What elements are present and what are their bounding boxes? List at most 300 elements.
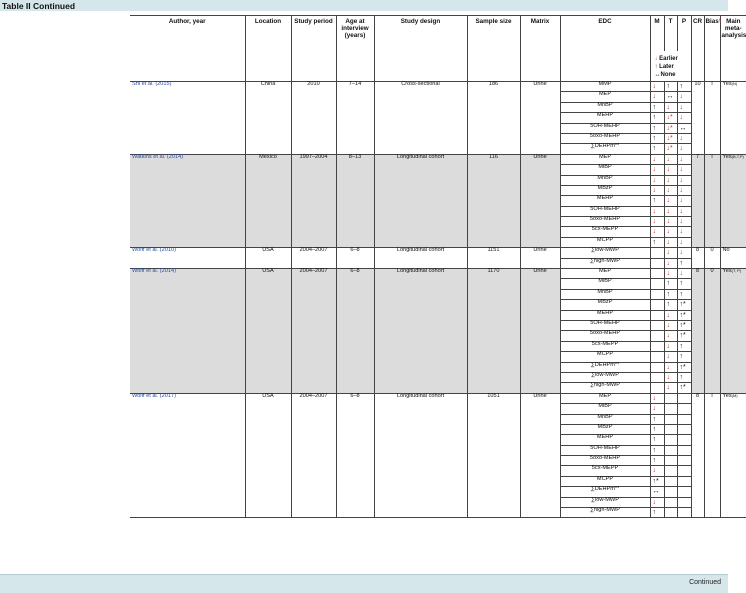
- cell-sample: [467, 310, 520, 320]
- cell-sample: [467, 175, 520, 185]
- cell-sample: [467, 331, 520, 341]
- cell-cr: 10: [691, 82, 704, 92]
- cell-sample: [467, 466, 520, 476]
- cell-cr: [691, 456, 704, 466]
- cell-design: [374, 113, 467, 123]
- cell-t: ↓*: [664, 123, 677, 133]
- cell-age: [336, 341, 374, 351]
- cell-p: ↑*: [677, 362, 691, 372]
- cell-location: China: [245, 82, 291, 92]
- cell-edc: MCPP: [560, 237, 650, 247]
- cell-cr: [691, 123, 704, 133]
- cell-design: [374, 352, 467, 362]
- cell-design: [374, 175, 467, 185]
- cell-author: [130, 372, 245, 382]
- cell-age: [336, 414, 374, 424]
- table-row: [130, 476, 746, 486]
- cell-period: [291, 123, 336, 133]
- cell-edc: MBzP: [560, 185, 650, 195]
- cell-design: [374, 123, 467, 133]
- cell-main: [720, 165, 746, 175]
- cell-m: ↓: [650, 404, 664, 414]
- cell-bias: [704, 237, 720, 247]
- cell-t: ↑: [664, 289, 677, 299]
- cell-m: ↑: [650, 445, 664, 455]
- cell-t: ↑: [664, 300, 677, 310]
- cell-p: [677, 476, 691, 486]
- cell-age: [336, 456, 374, 466]
- cell-m: [650, 310, 664, 320]
- cell-age: [336, 487, 374, 497]
- cell-matrix: [520, 185, 560, 195]
- main-sup: (B,T,P): [731, 153, 744, 159]
- cell-location: [245, 279, 291, 289]
- cell-location: [245, 487, 291, 497]
- cell-p: ↓: [677, 196, 691, 206]
- cell-edc: MBzP: [560, 300, 650, 310]
- cell-bias: [704, 508, 720, 518]
- cell-author: [130, 487, 245, 497]
- cell-bias: [704, 144, 720, 154]
- cell-bias: [704, 310, 720, 320]
- header-p: P: [677, 16, 691, 52]
- cell-m: ↑: [650, 196, 664, 206]
- cell-t: ↓: [664, 165, 677, 175]
- cell-m: [650, 383, 664, 393]
- cell-cr: [691, 279, 704, 289]
- cell-m: ↓: [650, 165, 664, 175]
- cell-matrix: Urine: [520, 154, 560, 164]
- cell-m: [650, 258, 664, 268]
- table-row: [130, 82, 746, 92]
- cell-bias: [704, 352, 720, 362]
- cell-main: [720, 175, 746, 185]
- cell-bias: I: [704, 82, 720, 92]
- cell-design: [374, 383, 467, 393]
- cell-edc: MiBP: [560, 404, 650, 414]
- cell-edc: MnBP: [560, 102, 650, 112]
- cell-matrix: [520, 289, 560, 299]
- cell-t: ↓: [664, 237, 677, 247]
- cell-matrix: [520, 414, 560, 424]
- cell-matrix: [520, 123, 560, 133]
- cell-sample: [467, 476, 520, 486]
- continued-label: Continued: [689, 579, 721, 586]
- main-value: Yes: [722, 392, 732, 399]
- cell-t: ↓: [664, 248, 677, 258]
- table-row: [130, 466, 746, 476]
- cell-age: [336, 310, 374, 320]
- cell-main: [720, 206, 746, 216]
- cell-matrix: [520, 217, 560, 227]
- cell-p: ↑: [677, 289, 691, 299]
- cell-main: [720, 435, 746, 445]
- cell-sample: [467, 320, 520, 330]
- cell-main: [720, 248, 746, 258]
- cell-age: [336, 185, 374, 195]
- cell-edc: MnBP: [560, 175, 650, 185]
- cell-period: 2004–2007: [291, 248, 336, 258]
- cell-p: [677, 414, 691, 424]
- cell-author: [130, 435, 245, 445]
- cell-m: ↓: [650, 217, 664, 227]
- cell-sample: 1170: [467, 269, 520, 279]
- cell-period: 1997–2004: [291, 154, 336, 164]
- cell-design: [374, 102, 467, 112]
- cell-p: [677, 487, 691, 497]
- cell-cr: [691, 258, 704, 268]
- cell-bias: [704, 175, 720, 185]
- legend-earlier-icon: ↓: [654, 56, 658, 62]
- cell-bias: 0: [704, 269, 720, 279]
- cell-design: [374, 165, 467, 175]
- cell-author: [130, 165, 245, 175]
- cell-author: [130, 456, 245, 466]
- cell-author: [130, 144, 245, 154]
- table-row: [130, 310, 746, 320]
- cell-design: [374, 341, 467, 351]
- cell-period: [291, 508, 336, 518]
- cell-cr: [691, 331, 704, 341]
- cell-bias: [704, 206, 720, 216]
- main-value: No: [722, 247, 730, 254]
- cell-t: [664, 414, 677, 424]
- cell-author: [130, 133, 245, 143]
- cell-p: ↓: [677, 206, 691, 216]
- cell-cr: [691, 341, 704, 351]
- cell-edc: ∑DEHPm**: [560, 487, 650, 497]
- cell-sample: [467, 414, 520, 424]
- cell-edc: 5oxo-MEHP: [560, 133, 650, 143]
- cell-sample: [467, 165, 520, 175]
- table-row: [130, 92, 746, 102]
- cell-cr: [691, 508, 704, 518]
- cell-sample: [467, 227, 520, 237]
- cell-t: [664, 497, 677, 507]
- cell-m: ↑: [650, 456, 664, 466]
- cell-sample: [467, 435, 520, 445]
- cell-p: ↑: [677, 372, 691, 382]
- cell-age: [336, 123, 374, 133]
- main-sup: (N): [731, 81, 738, 86]
- cell-t: [664, 435, 677, 445]
- cell-author: [130, 424, 245, 434]
- cell-author: [130, 404, 245, 414]
- main-value: Yes: [722, 153, 732, 160]
- legend-later: ↑ Later: [654, 64, 674, 70]
- cell-age: [336, 144, 374, 154]
- cell-t: ↓: [664, 352, 677, 362]
- cell-matrix: [520, 445, 560, 455]
- cell-matrix: [520, 331, 560, 341]
- cell-matrix: [520, 497, 560, 507]
- cell-main: [720, 372, 746, 382]
- cell-sample: 1151: [467, 248, 520, 258]
- table-row: [130, 248, 746, 258]
- cell-m: ↑*: [650, 476, 664, 486]
- cell-sample: [467, 445, 520, 455]
- cell-bias: [704, 435, 720, 445]
- cell-matrix: [520, 456, 560, 466]
- cell-location: [245, 508, 291, 518]
- cell-location: [245, 372, 291, 382]
- cell-edc: 5OH-MEHP: [560, 320, 650, 330]
- cell-bias: [704, 372, 720, 382]
- cell-design: [374, 424, 467, 434]
- cell-period: [291, 456, 336, 466]
- cell-author: [130, 320, 245, 330]
- cell-location: [245, 435, 291, 445]
- cell-edc: ∑high-MWP: [560, 508, 650, 518]
- cell-location: [245, 206, 291, 216]
- cell-period: 2004–2007: [291, 269, 336, 279]
- cell-p: [677, 393, 691, 403]
- cell-m: ↑: [650, 133, 664, 143]
- cell-design: [374, 414, 467, 424]
- cell-location: [245, 331, 291, 341]
- cell-matrix: [520, 508, 560, 518]
- cell-main: [720, 383, 746, 393]
- cell-location: [245, 497, 291, 507]
- cell-bias: [704, 320, 720, 330]
- cell-design: [374, 445, 467, 455]
- cell-author: Watkins et al. (2014): [130, 154, 245, 164]
- cell-matrix: [520, 227, 560, 237]
- cell-t: ↓*: [664, 133, 677, 143]
- cell-main: [720, 92, 746, 102]
- table-row: [130, 404, 746, 414]
- cell-p: ↑*: [677, 310, 691, 320]
- cell-p: [677, 497, 691, 507]
- cell-period: [291, 300, 336, 310]
- cell-p: ↑: [677, 352, 691, 362]
- cell-period: [291, 289, 336, 299]
- cell-cr: [691, 113, 704, 123]
- cell-t: ↓*: [664, 113, 677, 123]
- cell-m: ↓: [650, 466, 664, 476]
- table-row: [130, 424, 746, 434]
- cell-sample: [467, 133, 520, 143]
- cell-sample: [467, 424, 520, 434]
- cell-t: ↓: [664, 310, 677, 320]
- cell-main: [720, 393, 746, 403]
- cell-sample: [467, 383, 520, 393]
- cell-cr: [691, 175, 704, 185]
- table-row: [130, 497, 746, 507]
- cell-m: [650, 362, 664, 372]
- cell-location: [245, 217, 291, 227]
- cell-t: ↓: [664, 341, 677, 351]
- table-row: [130, 206, 746, 216]
- cell-location: [245, 466, 291, 476]
- cell-sample: [467, 113, 520, 123]
- data-table: [130, 15, 746, 518]
- cell-p: ↓: [677, 237, 691, 247]
- cell-location: [245, 300, 291, 310]
- header-bias-label: Bias: [705, 18, 719, 25]
- cell-matrix: [520, 320, 560, 330]
- cell-t: ↓: [664, 154, 677, 164]
- cell-age: [336, 435, 374, 445]
- cell-author: Wolff et al. (2014): [130, 269, 245, 279]
- legend-cell: [650, 51, 691, 82]
- cell-edc: 5OH-MEHP: [560, 445, 650, 455]
- cell-design: [374, 497, 467, 507]
- cell-matrix: [520, 206, 560, 216]
- cell-cr: [691, 476, 704, 486]
- cell-period: [291, 144, 336, 154]
- table-row: [130, 279, 746, 289]
- cell-author: Shi et al. (2015): [130, 82, 245, 92]
- cell-design: [374, 508, 467, 518]
- cell-cr: [691, 165, 704, 175]
- table-row: [130, 487, 746, 497]
- table-footer-bar: [0, 574, 728, 593]
- cell-design: [374, 372, 467, 382]
- cell-cr: [691, 102, 704, 112]
- cell-edc: ∑low-MWP: [560, 497, 650, 507]
- cell-m: ↑: [650, 508, 664, 518]
- cell-t: ↓: [664, 258, 677, 268]
- cell-location: [245, 258, 291, 268]
- cell-bias: [704, 487, 720, 497]
- cell-period: [291, 227, 336, 237]
- cell-edc: MEP: [560, 393, 650, 403]
- cell-period: [291, 487, 336, 497]
- cell-edc: 5oxo-MEHP: [560, 331, 650, 341]
- table-row: [130, 331, 746, 341]
- cell-main: [720, 237, 746, 247]
- cell-location: Mexico: [245, 154, 291, 164]
- cell-main: [720, 341, 746, 351]
- cell-cr: [691, 383, 704, 393]
- cell-p: ↓: [677, 269, 691, 279]
- table-row: [130, 217, 746, 227]
- cell-location: [245, 341, 291, 351]
- cell-matrix: [520, 383, 560, 393]
- table-body: [130, 82, 746, 518]
- cell-location: [245, 404, 291, 414]
- cell-period: [291, 92, 336, 102]
- cell-m: [650, 248, 664, 258]
- header-cr: CR: [691, 16, 704, 52]
- cell-matrix: [520, 476, 560, 486]
- cell-sample: 186: [467, 82, 520, 92]
- table-row: [130, 196, 746, 206]
- cell-design: [374, 404, 467, 414]
- cell-sample: [467, 404, 520, 414]
- cell-edc: ∑low-MWP: [560, 248, 650, 258]
- legend: [651, 51, 691, 79]
- cell-matrix: Urine: [520, 82, 560, 92]
- cell-period: [291, 466, 336, 476]
- cell-p: ↑: [677, 341, 691, 351]
- cell-age: [336, 476, 374, 486]
- cell-m: [650, 372, 664, 382]
- cell-m: ↑: [650, 113, 664, 123]
- cell-t: ↓: [664, 331, 677, 341]
- cell-p: ↑*: [677, 320, 691, 330]
- cell-matrix: Urine: [520, 393, 560, 403]
- table-row: [130, 133, 746, 143]
- cell-location: [245, 424, 291, 434]
- cell-main: [720, 196, 746, 206]
- cell-location: [245, 352, 291, 362]
- cell-t: [664, 476, 677, 486]
- cell-m: ↑: [650, 435, 664, 445]
- header-matrix: Matrix: [520, 16, 560, 52]
- cell-edc: MEHP: [560, 113, 650, 123]
- cell-author: [130, 279, 245, 289]
- cell-matrix: [520, 435, 560, 445]
- cell-p: [677, 466, 691, 476]
- cell-location: [245, 445, 291, 455]
- legend-none-icon: ↔: [654, 72, 661, 78]
- cell-period: [291, 185, 336, 195]
- cell-author: [130, 508, 245, 518]
- cell-sample: [467, 92, 520, 102]
- cell-main: [720, 185, 746, 195]
- table-title-bar: [0, 0, 728, 11]
- cell-sample: [467, 196, 520, 206]
- cell-sample: [467, 341, 520, 351]
- cell-main: [720, 300, 746, 310]
- cell-t: ↓: [664, 102, 677, 112]
- cell-design: [374, 456, 467, 466]
- cell-matrix: [520, 237, 560, 247]
- cell-p: ↑*: [677, 300, 691, 310]
- cell-main: [720, 310, 746, 320]
- cell-location: [245, 414, 291, 424]
- table-row: [130, 113, 746, 123]
- cell-p: ↓: [677, 175, 691, 185]
- cell-bias: [704, 123, 720, 133]
- cell-sample: 116: [467, 154, 520, 164]
- cell-author: [130, 227, 245, 237]
- cell-edc: ∑high-MWP: [560, 383, 650, 393]
- cell-cr: [691, 320, 704, 330]
- cell-sample: [467, 206, 520, 216]
- cell-design: Cross-sectional: [374, 82, 467, 92]
- cell-design: Longitudinal cohort: [374, 154, 467, 164]
- cell-location: USA: [245, 248, 291, 258]
- cell-cr: [691, 227, 704, 237]
- cell-period: [291, 435, 336, 445]
- cell-m: ↑: [650, 237, 664, 247]
- cell-design: [374, 196, 467, 206]
- cell-m: ↓: [650, 185, 664, 195]
- cell-age: [336, 237, 374, 247]
- cell-m: ↑: [650, 414, 664, 424]
- cell-m: ↑: [650, 123, 664, 133]
- cell-t: ↓: [664, 320, 677, 330]
- cell-age: [336, 217, 374, 227]
- cell-main: [720, 113, 746, 123]
- cell-t: ↓: [664, 175, 677, 185]
- cell-main: [720, 362, 746, 372]
- cell-age: 8–13: [336, 154, 374, 164]
- cell-p: ↓: [677, 248, 691, 258]
- table-row: [130, 414, 746, 424]
- cell-cr: [691, 466, 704, 476]
- cell-main: [720, 424, 746, 434]
- cell-period: [291, 352, 336, 362]
- cell-design: [374, 300, 467, 310]
- cell-matrix: [520, 102, 560, 112]
- cell-author: [130, 102, 245, 112]
- cell-location: [245, 175, 291, 185]
- cell-design: [374, 279, 467, 289]
